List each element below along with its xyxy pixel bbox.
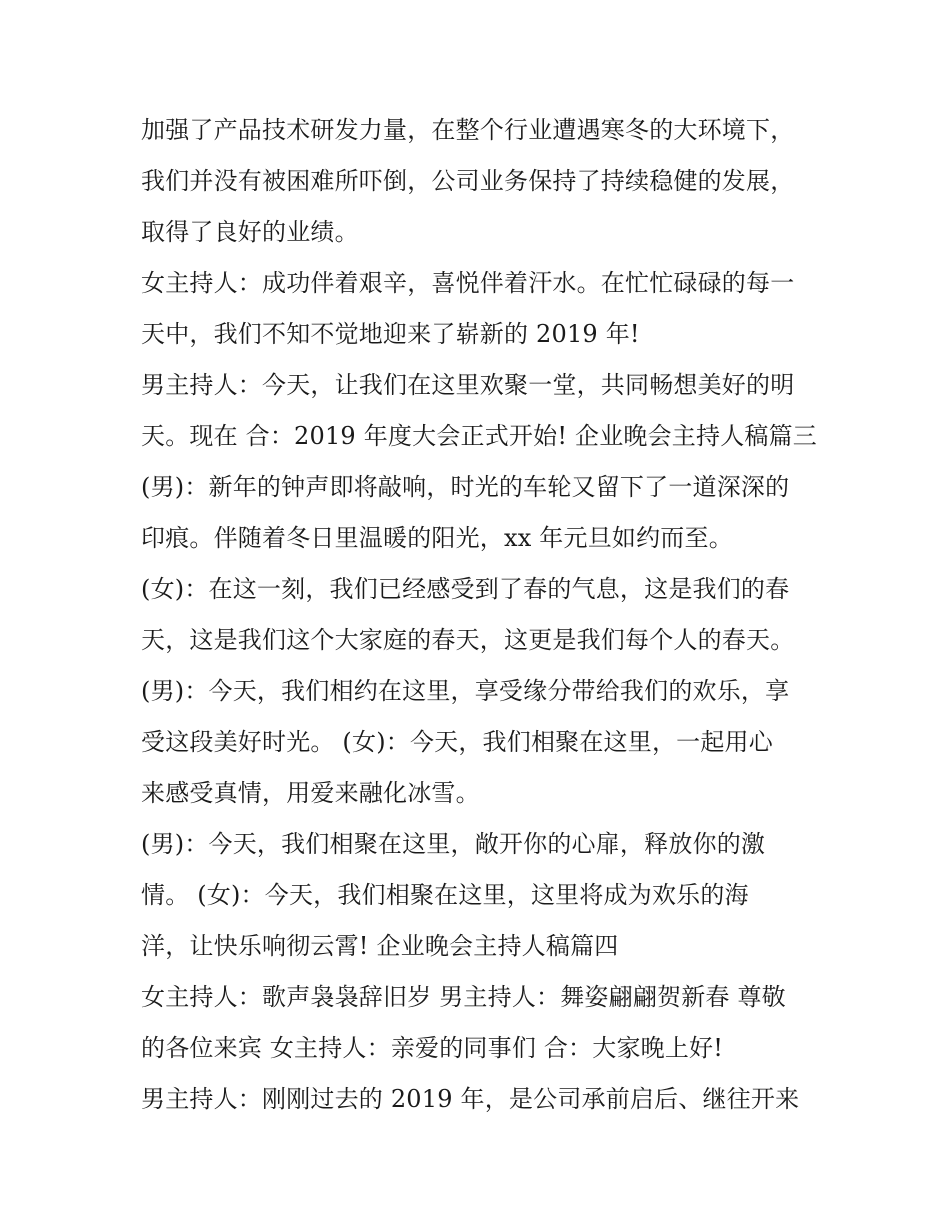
text-line: 天。现在 合：2019 年度大会正式开始! 企业晚会主持人稿篇三: [141, 422, 818, 450]
text-line: (女)：在这一刻，我们已经感受到了春的气息，这是我们的春: [141, 575, 790, 603]
text-line: 受这段美好时光。 (女)：今天，我们相聚在这里，一起用心: [141, 728, 773, 756]
text-line: 天中，我们不知不觉地迎来了崭新的 2019 年!: [141, 320, 640, 348]
text-line: 来感受真情，用爱来融化冰雪。: [141, 779, 480, 807]
text-line: (男)：新年的钟声即将敲响，时光的车轮又留下了一道深深的: [141, 473, 790, 501]
text-line: 情。 (女)：今天，我们相聚在这里，这里将成为欢乐的海: [141, 881, 749, 909]
text-line: 女主持人：成功伴着艰辛，喜悦伴着汗水。在忙忙碌碌的每一: [141, 269, 795, 297]
text-line: (男)：今天，我们相聚在这里，敞开你的心扉，释放你的激: [141, 830, 766, 858]
text-line: 我们并没有被困难所吓倒，公司业务保持了持续稳健的发展，: [141, 167, 795, 195]
text-line: 女主持人：歌声袅袅辞旧岁 男主持人：舞姿翩翩贺新春 尊敬: [141, 983, 786, 1011]
text-line: 天，这是我们这个大家庭的春天，这更是我们每个人的春天。: [141, 626, 795, 654]
text-line: 洋，让快乐响彻云霄! 企业晚会主持人稿篇四: [141, 932, 619, 960]
text-line: (男)：今天，我们相约在这里，享受缘分带给我们的欢乐，享: [141, 677, 790, 705]
text-line: 取得了良好的业绩。: [141, 218, 359, 246]
text-line: 的各位来宾 女主持人：亲爱的同事们 合：大家晚上好!: [141, 1034, 724, 1062]
text-line: 加强了产品技术研发力量，在整个行业遭遇寒冬的大环境下，: [141, 116, 795, 144]
text-line: 印痕。伴随着冬日里温暖的阳光，xx 年元旦如约而至。: [141, 524, 733, 552]
text-line: 男主持人：刚刚过去的 2019 年，是公司承前启后、继往开来: [141, 1085, 800, 1113]
text-line: 男主持人：今天，让我们在这里欢聚一堂，共同畅想美好的明: [141, 371, 795, 399]
